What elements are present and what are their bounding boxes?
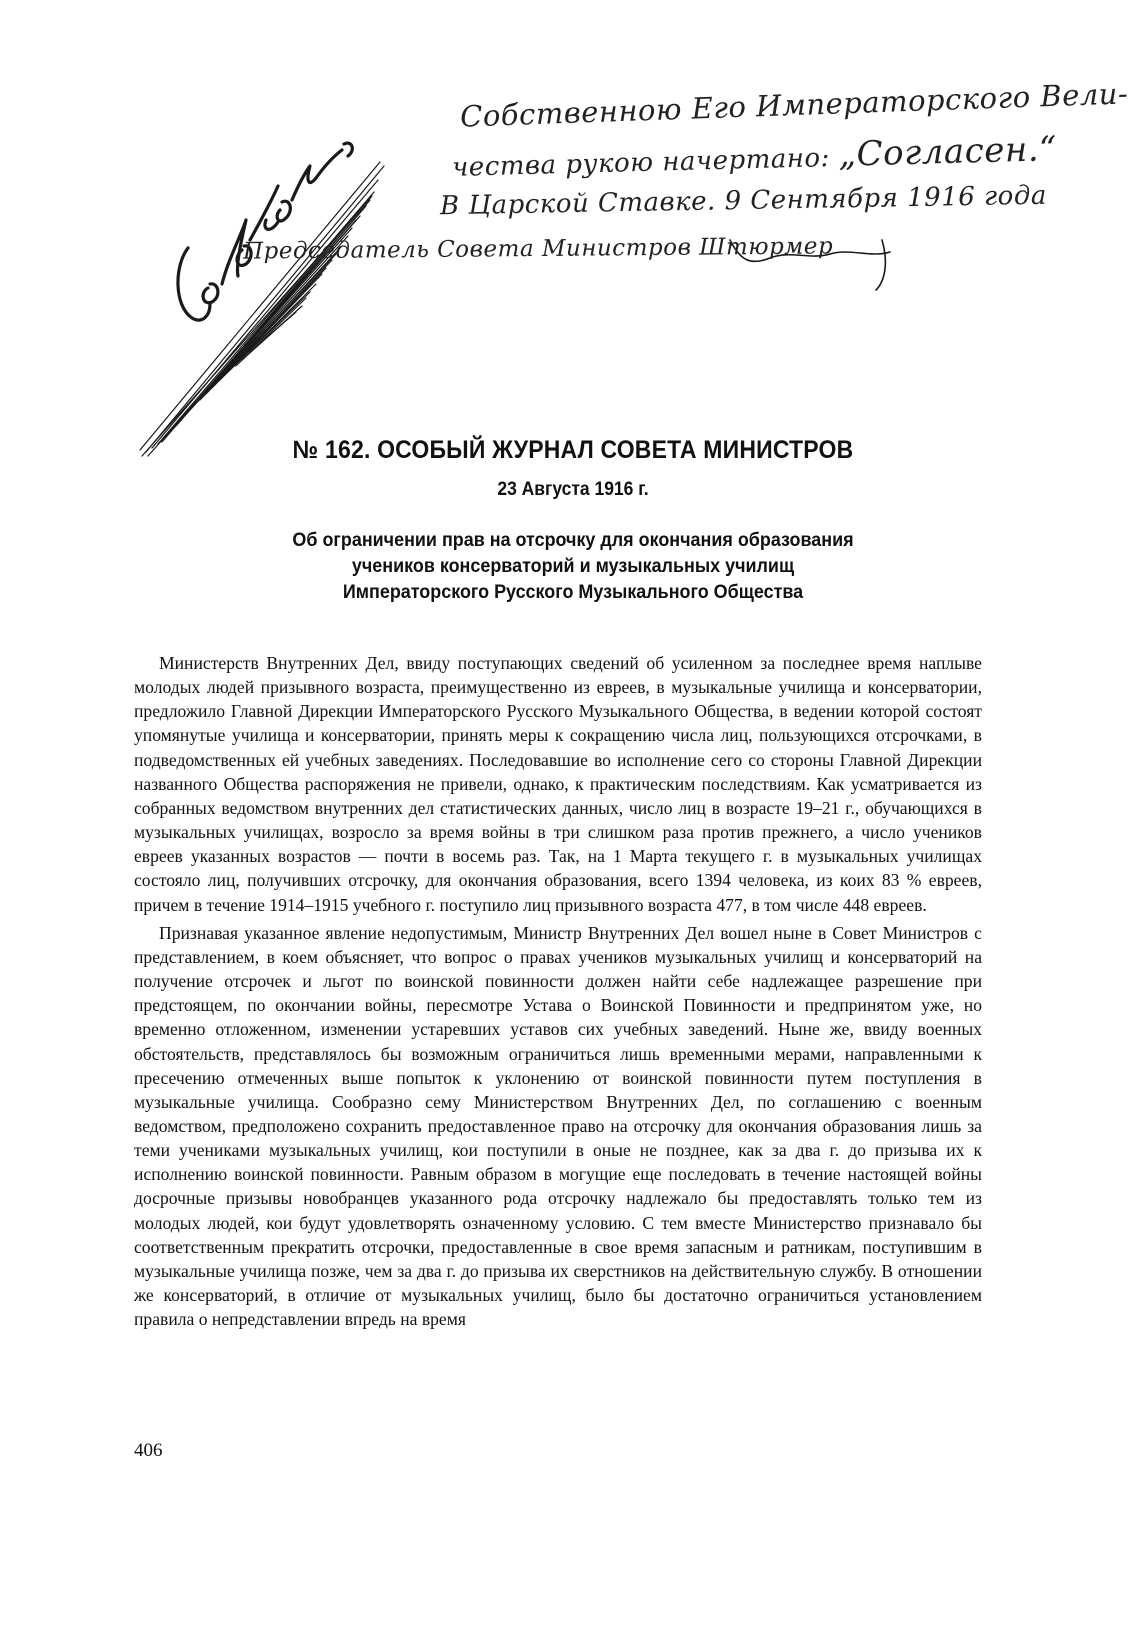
handwritten-line-1: Собственною Его Императорского Вели- [459,76,1129,134]
page-number: 406 [134,1440,163,1461]
diagonal-scrawl [140,162,384,456]
body-paragraph-1: Министерств Внутренних Дел, ввиду поступающих сведений об усиленном за последнее время наплыве молодых людей призывного возраста, преимущественно из евреев, в музыкальные училища и консерватории, предложило Главной Дирекции Императорского Русского Музыкального Общества, в ведении которой состоят упомянутые училища и консерватории, принять меры к сокращению числа лиц, пользующихся отсрочками, в подведомственных ей учебных заведениях. Последовавшие во исполнение сего со стороны Главной Дирекции названного Общества распоряжения не привели, однако, к практическим последствиям. Как усматривается из собранных ведомством внутренних дел статистических данных, число лиц в возрасте 19–21 г., обучающихся в музыкальных училищах, возросло за время войны в три слишком раза против прежнего, а число учеников евреев указанных возрастов — почти в восемь раз. Так, на 1 Марта текущего г. в музыкальных училищах состояло лиц, получивших отсрочку, для окончания образования, всего 1394 человека, из коих 83 % евреев, причем в течение 1914–1915 учебного г. поступило лиц призывного возраста 477, в том числе 448 евреев. [134,653,982,915]
document-body [134,651,982,1335]
handwritten-line-4: Председатель Совета Министров Штюрмер [242,233,834,265]
document-subject [46,527,1100,605]
handwritten-line-2-text: чества рукою начертано: [451,143,831,183]
document-date: 23 Августа 1916 г. [497,479,649,500]
handwritten-resolution-quote: „Согласен.“ [837,129,1058,175]
margin-signature-strokes [178,143,352,320]
subject-line-1: Об ограничении прав на отсрочку для окончания образования [292,529,854,551]
body-paragraph-2: Признавая указанное явление недопустимым, Министр Внутренних Дел вошел ныне в Совет Министров с представлением, в коем объясняет, что вопрос о правах учеников музыкальных училищ и консерваторий на получение отсрочек и льгот по воинской повинности должен найти себе надлежащее разрешение при предстоящем, по окончании войны, пересмотре Устава о Воинской Повинности и предпринятом уже, но временно отложенном, изменении устаревших уставов сих учебных заведений. Ныне же, ввиду военных обстоятельств, представлялось бы возможным ограничиться лишь временными мерами, направленными к пресечению отмеченных выше попыток к уклонению от воинской повинности путем поступления в музыкальные училища. Сообразно сему Министерством Внутренних Дел, по соглашению с военным ведомством, предположено сохранить предоставленное право на отсрочку для окончания образования лишь за теми учениками музыкальных училищ, кои поступили в оные не позднее, как за два г. до призыва их к исполнению воинской повинности. Равным образом в могущие еще последовать в течение настоящей войны досрочные призывы новобранцев указанного рода отсрочку надлежало бы предоставлять только тем из молодых людей, кои будут удовлетворять означенному условию. С тем вместе Министерство признавало бы соответственным прекратить отсрочки, предоставленные в свое время запасным и ратникам, поступившим в музыкальные училища позже, чем за два г. до призыва их сверстников на действительную службу. В отношении же консерваторий, в отличие от музыкальных училищ, было бы достаточно ограничиться установлением правила о непредставлении впредь на время [134,922,982,1330]
subject-line-3: Императорского Русского Музыкального Общества [342,581,804,603]
document-title: № 162. ОСОБЫЙ ЖУРНАЛ СОВЕТА МИНИСТРОВ [292,436,854,464]
handwritten-line-3: В Царской Ставке. 9 Сентября 1916 года [439,180,1048,222]
subject-line-2: учеников консерваторий и музыкальных училищ [351,555,795,577]
